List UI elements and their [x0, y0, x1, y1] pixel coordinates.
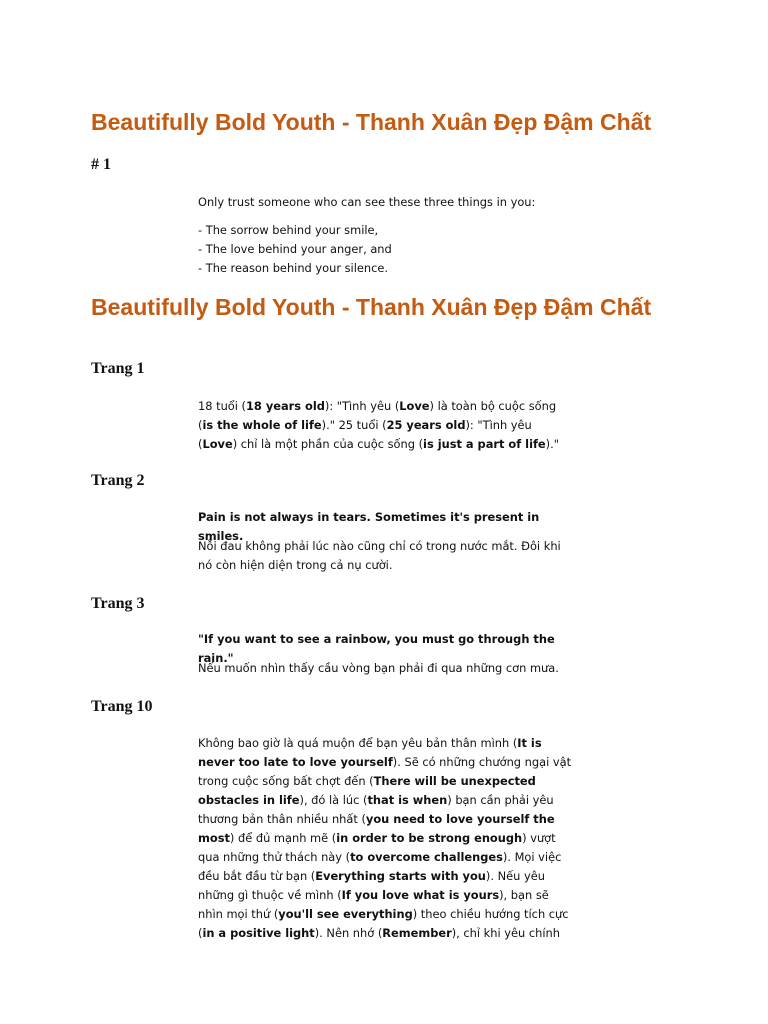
bold-text-run: in a positive light: [202, 926, 315, 940]
text-run: ) để đủ mạnh mẽ (: [229, 831, 337, 845]
list-item: - The love behind your anger, and: [198, 242, 392, 256]
document-title: Beautifully Bold Youth - Thanh Xuân Đẹp Đậm Chất: [91, 109, 652, 135]
page-heading: Trang 2: [91, 472, 145, 489]
bold-text-run: Love: [202, 437, 233, 451]
text-run: ), bạn sẽ nhìn mọi thứ (: [198, 888, 549, 921]
page-paragraph: [198, 734, 574, 943]
intro-paragraph: Only trust someone who can see these three things in you:: [198, 195, 536, 209]
text-run: Nếu muốn nhìn thấy cầu vòng bạn phải đi qua những cơn mưa.: [198, 661, 559, 675]
bold-text-run: to overcome challenges: [350, 850, 503, 864]
bold-text-run: Remember: [382, 926, 452, 940]
document-title-repeat: Beautifully Bold Youth - Thanh Xuân Đẹp Đậm Chất: [91, 294, 652, 320]
page-heading: Trang 1: [91, 360, 145, 377]
text-run: 18 tuổi (: [198, 399, 246, 413]
text-run: ). Mọi việc đều bắt đầu từ bạn (: [198, 850, 562, 883]
page-heading: Trang 10: [91, 698, 153, 715]
list-item: - The reason behind your silence.: [198, 261, 389, 275]
text-run: ).": [545, 437, 559, 451]
page-paragraph: [198, 537, 574, 575]
bold-text-run: If you love what is yours: [341, 888, 500, 902]
page-heading: Trang 3: [91, 595, 145, 612]
bold-text-run: "If you want to see a rainbow, you must go through the rain.": [198, 632, 555, 665]
three-things-list: [198, 221, 574, 278]
text-run: ): "Tình yêu (: [324, 399, 400, 413]
text-run: ). Nếu yêu những gì thuộc về mình (: [198, 869, 545, 902]
text-run: ) bạn cần phải yêu thương bản thân nhiều nhất (: [198, 793, 554, 826]
bold-text-run: Love: [399, 399, 430, 413]
text-run: )." 25 tuổi (: [321, 418, 387, 432]
section-heading-1: # 1: [91, 156, 111, 173]
text-run: ) vượt qua những thử thách này (: [198, 831, 556, 864]
bold-text-run: 18 years old: [246, 399, 325, 413]
text-run: ) là toàn bộ cuộc sống (: [198, 399, 557, 432]
text-run: ), chỉ khi yêu chính: [451, 926, 560, 940]
bold-text-run: is just a part of life: [423, 437, 546, 451]
bold-text-run: in order to be strong enough: [336, 831, 523, 845]
bold-text-run: Pain is not always in tears. Sometimes it's present in smiles.: [198, 510, 540, 543]
bold-text-run: There will be unexpected obstacles in life: [198, 774, 536, 807]
bold-text-run: is the whole of life: [202, 418, 322, 432]
bold-text-run: Everything starts with you: [315, 869, 486, 883]
text-run: ), đó là lúc (: [299, 793, 368, 807]
text-run: Nỗi đau không phải lúc nào cũng chỉ có trong nước mắt. Đôi khi nó còn hiện diện trong cả nụ cười.: [198, 539, 561, 572]
list-item: - The sorrow behind your smile,: [198, 223, 379, 237]
bold-text-run: that is when: [367, 793, 448, 807]
text-run: ). Nên nhớ (: [314, 926, 383, 940]
bold-text-run: It is never too late to love yourself: [198, 736, 542, 769]
page-paragraph: [198, 397, 574, 454]
page-paragraph: [198, 659, 574, 678]
bold-text-run: you need to love yourself the most: [198, 812, 555, 845]
bold-text-run: you'll see everything: [278, 907, 413, 921]
text-run: ) theo chiều hướng tích cực (: [198, 907, 569, 940]
text-run: Không bao giờ là quá muộn để bạn yêu bản thân mình (: [198, 736, 518, 750]
text-run: ) chỉ là một phần của cuộc sống (: [232, 437, 424, 451]
text-run: ): "Tình yêu (: [198, 418, 532, 451]
text-run: ). Sẽ có những chướng ngại vật trong cuộc sống bất chợt đến (: [198, 755, 572, 788]
bold-text-run: 25 years old: [386, 418, 466, 432]
